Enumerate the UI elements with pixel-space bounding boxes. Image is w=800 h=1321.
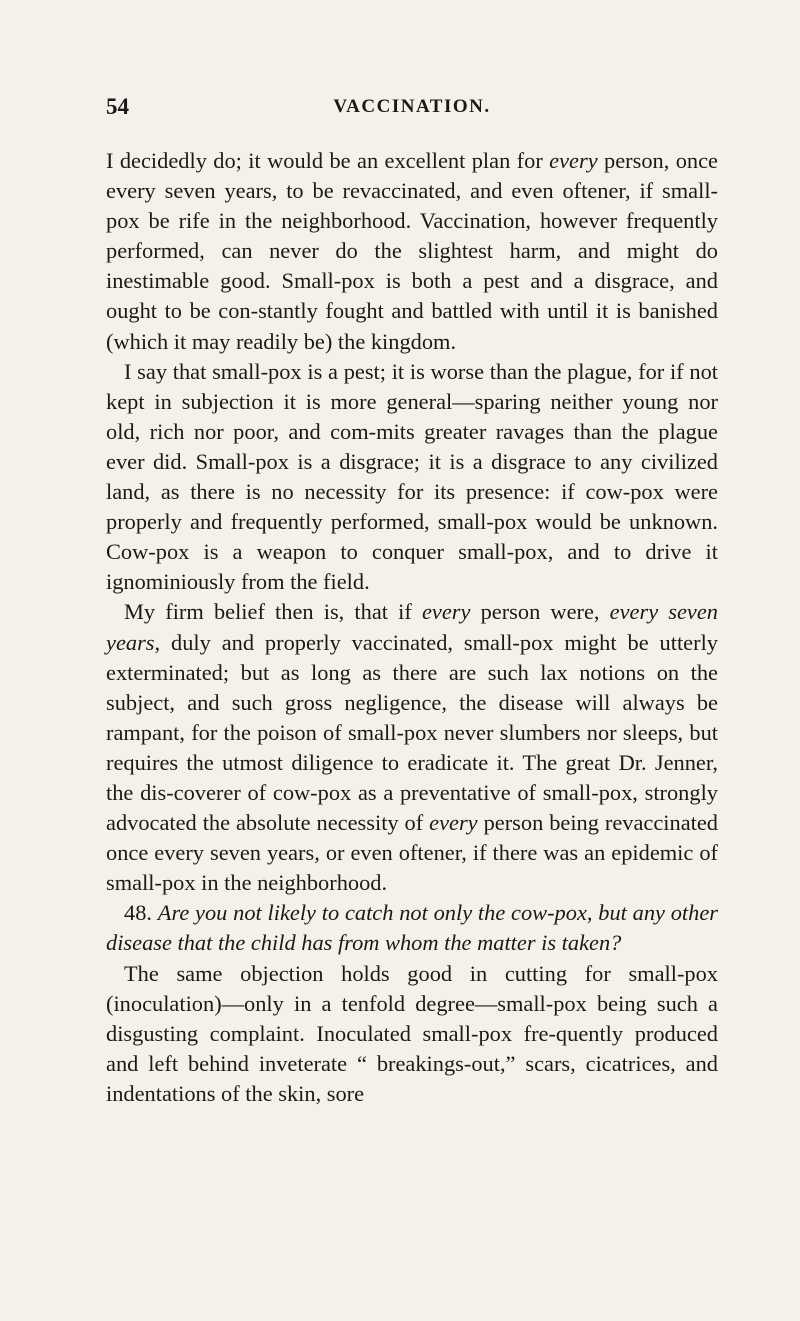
running-head <box>106 94 718 124</box>
answer-48: The same objection holds good in cutting for small-pox (inoculation)—only in a tenfold degree—small-pox being such a disgusting complaint. Inoculated small-pox fre-quently produced and left behind inveterate “ breakings-out,” scars, cicatrices, and indentations of the skin, sore <box>106 960 718 1106</box>
paragraph-2: I say that small-pox is a pest; it is worse than the plague, for if not kept in subjection it is more general—sparing neither young nor old, rich nor poor, and com-mits greater ravages than the plague ever did. Small-pox is a disgrace; it is a disgrace to any civilized land, as there is no necessity for its presence: if cow-pox were properly and frequently performed, small-pox would be unknown. Cow-pox is a weapon to conquer small-pox, and to drive it ignominiously from the field. <box>106 358 718 595</box>
page-number: 54 <box>106 94 129 119</box>
question-48: 48. Are you not likely to catch not only the cow-pox, but any other disease that the child has from whom the matter is taken? <box>106 900 718 956</box>
paragraph-3: My firm belief then is, that if every person were, every seven years, duly and properly vaccinated, small-pox might be utterly exterminated; but as long as there are such lax notions on the subject, and such gross negligence, the disease will always be rampant, for the poison of small-pox never slumbers nor sleeps, but requires the utmost diligence to eradicate it. The great Dr. Jenner, the dis-coverer of cow-pox as a preventative of small-pox, strongly advocated the absolute necessity of every person being revaccinated once every seven years, or even oftener, if there was an epidemic of small-pox in the neighborhood. <box>106 599 719 896</box>
body-text <box>106 146 718 1109</box>
running-title: VACCINATION. <box>333 96 491 117</box>
paragraph-1: I decidedly do; it would be an excellent plan for every person, once every seven years, to be revaccinated, and even oftener, if small-pox be rife in the neighborhood. Vaccination, however frequently performed, can never do the slightest harm, and might do inestimable good. Small-pox is both a pest and a disgrace, and ought to be con-stantly fought and battled with until it is banished (which it may readily be) the kingdom. <box>106 148 718 354</box>
